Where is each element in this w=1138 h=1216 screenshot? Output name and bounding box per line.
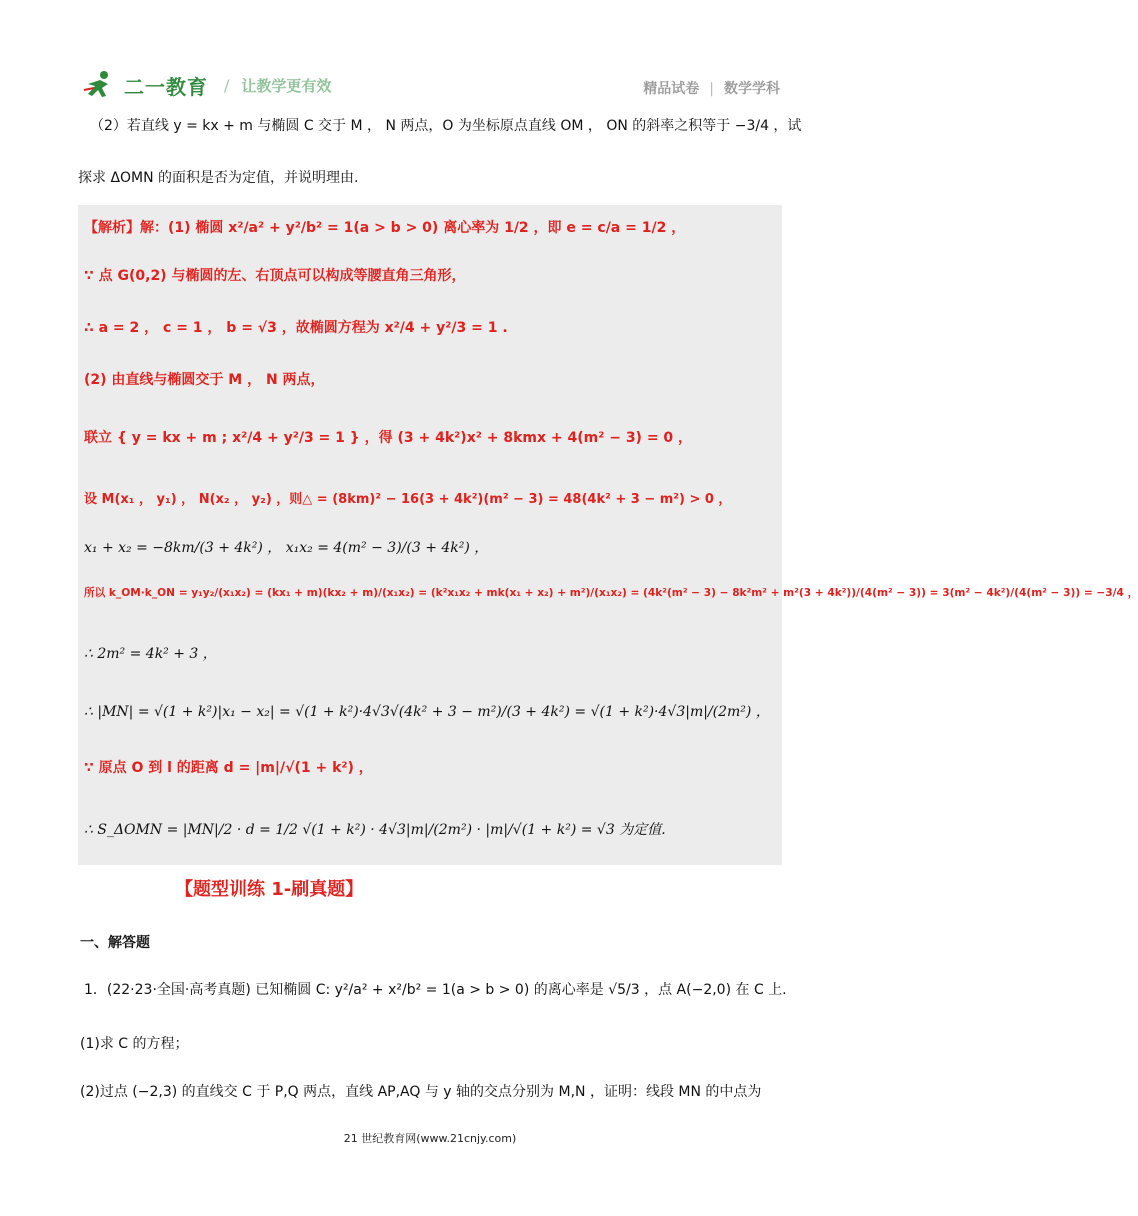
runner-logo-icon bbox=[82, 70, 118, 100]
problem-part2-line2: 探求 ΔOMN 的面积是否为定值，并说明理由. bbox=[78, 170, 359, 186]
header-divider: / bbox=[224, 75, 230, 95]
solution-line-7: x₁ + x₂ = −8km/(3 + 4k²) ， x₁x₂ = 4(m² − 3)/(3 + 4k²) ， bbox=[84, 540, 489, 556]
header-separator: | bbox=[709, 81, 714, 97]
brand-slogan: 让教学更有效 bbox=[241, 76, 332, 95]
solution-line-5: 联立 { y = kx + m ; x²/4 + y²/3 = 1 } ，得 (3 + 4k²)x² + 8kmx + 4(m² − 3) = 0 ， bbox=[84, 430, 693, 446]
solution-line-6: 设 M(x₁ ， y₁) ， N(x₂ ， y₂) ，则△ = (8km)² − 16(3 + 4k²)(m² − 3) = 48(4k² + 3 − m²) > 0 ， bbox=[84, 492, 732, 507]
solution-line-2: ∵ 点 G(0,2) 与椭圆的左、右顶点可以构成等腰直角三角形， bbox=[84, 268, 466, 284]
solution-text-1: 解：(1) 椭圆 x²/a² + y²/b² = 1(a > b > 0) 离心率为 1/2 ，即 e = c/a = 1/2 ， bbox=[140, 220, 686, 236]
solution-tag: 【解析】 bbox=[84, 220, 140, 236]
training-heading: 【题型训练 1-刷真题】 bbox=[175, 879, 364, 900]
solution-line-9: ∴ 2m² = 4k² + 3 ， bbox=[84, 646, 217, 662]
solution-line-10: ∴ |MN| = √(1 + k²)|x₁ − x₂| = √(1 + k²)·4√3√(4k² + 3 − m²)/(3 + 4k²) = √(1 + k²)·4√3|m|/(2m²) ， bbox=[84, 704, 770, 720]
question-1-part-1: (1)求 C 的方程； bbox=[80, 1036, 189, 1052]
section-title: 一、解答题 bbox=[80, 935, 150, 951]
solution-line-1 bbox=[84, 220, 685, 237]
solution-line-12: ∴ S_ΔOMN = |MN|/2 · d = 1/2 √(1 + k²) · 4√3|m|/(2m²) · |m|/√(1 + k²) = √3 为定值. bbox=[84, 822, 666, 838]
header-subject bbox=[643, 78, 780, 98]
solution-line-4: (2) 由直线与椭圆交于 M ， N 两点， bbox=[84, 372, 325, 388]
solution-line-8: 所以 k_OM·k_ON = y₁y₂/(x₁x₂) = (kx₁ + m)(kx₂ + m)/(x₁x₂) = (k²x₁x₂ + mk(x₁ + x₂) + m²)/(x₁x₂) = (4k²(m² − 3) − 8k²m² + m²(3 + 4k²))/(4(m² − 3)) = 3(m² − 4k²)/(4(m² − 3)) = −3/4 ， bbox=[84, 587, 1138, 599]
header-label-left: 精品试卷 bbox=[643, 81, 700, 97]
problem-part2-line1: （2）若直线 y = kx + m 与椭圆 C 交于 M ， N 两点，O 为坐标原点直线 OM ， ON 的斜率之积等于 −3/4 ，试 bbox=[90, 118, 802, 134]
header-label-right: 数学学科 bbox=[724, 81, 780, 97]
question-1-stem: 1．(22·23·全国·高考真题) 已知椭圆 C: y²/a² + x²/b² = 1(a > b > 0) 的离心率是 √5/3 ，点 A(−2,0) 在 C 上. bbox=[84, 982, 787, 998]
question-1-part-2: (2)过点 (−2,3) 的直线交 C 于 P,Q 两点，直线 AP,AQ 与 y 轴的交点分别为 M,N ，证明：线段 MN 的中点为 bbox=[80, 1084, 762, 1100]
brand-name: 二一教育 bbox=[124, 74, 208, 99]
solution-line-3: ∴ a = 2 ， c = 1 ， b = √3 ，故椭圆方程为 x²/4 + y²/3 = 1 . bbox=[84, 320, 508, 336]
page-footer: 21 世纪教育网(www.21cnjy.com) bbox=[343, 1132, 517, 1145]
header-logo bbox=[82, 70, 331, 100]
solution-line-11: ∵ 原点 O 到 l 的距离 d = |m|/√(1 + k²) ， bbox=[84, 760, 373, 776]
